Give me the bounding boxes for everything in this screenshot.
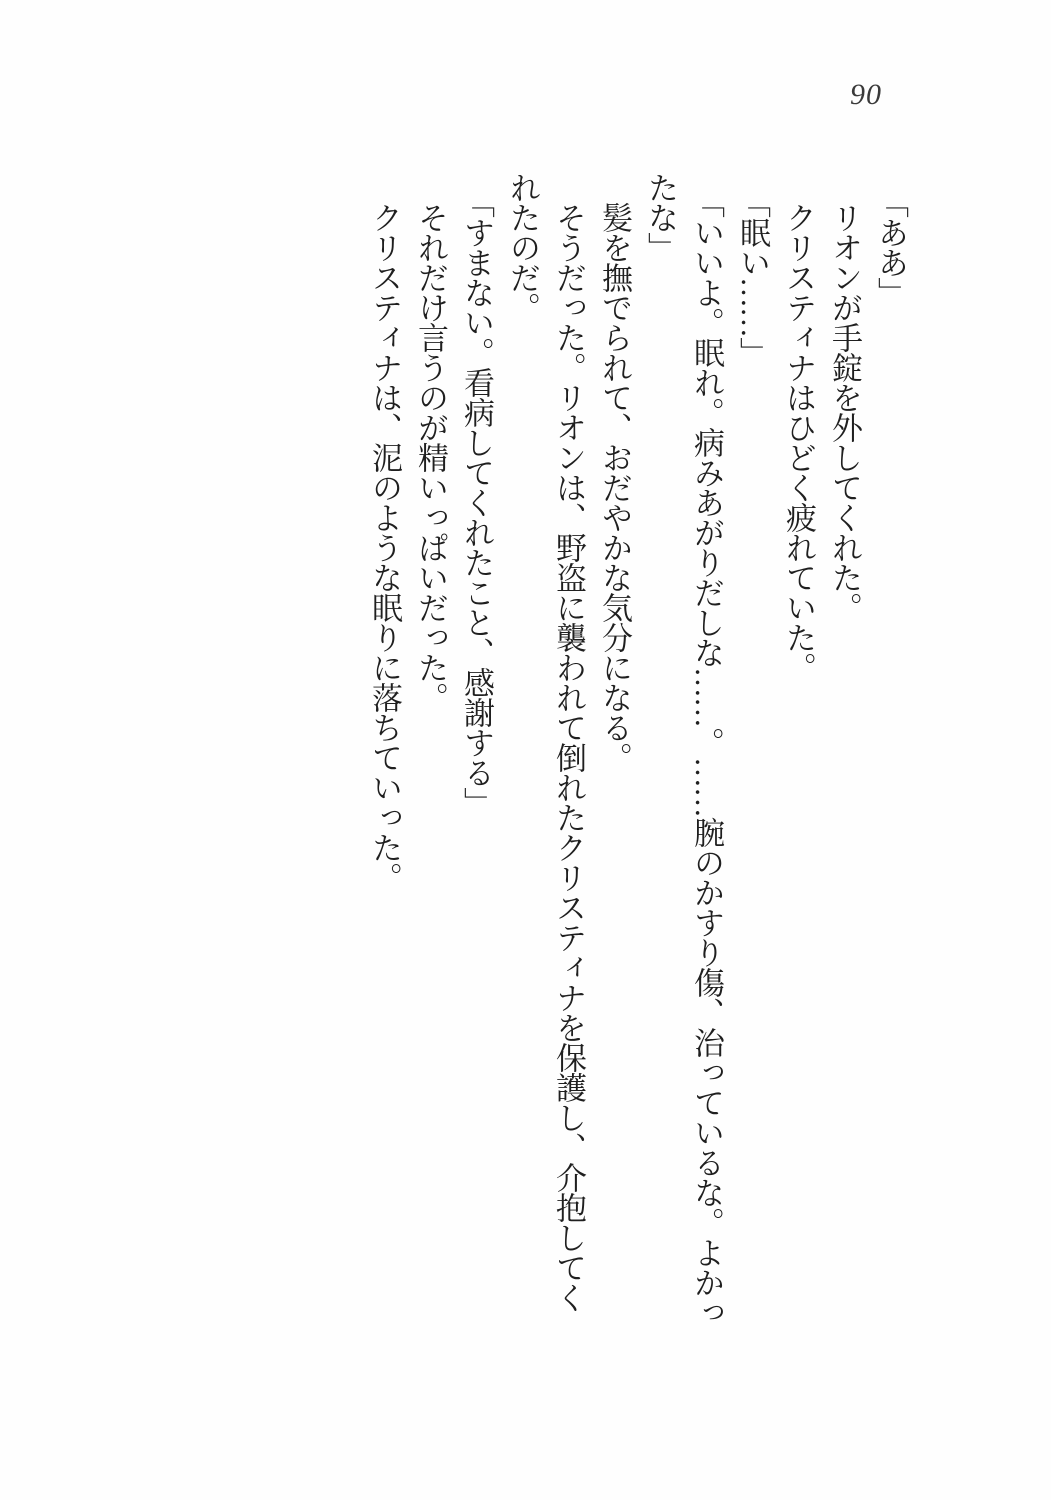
text-line: クリスティナはひどく疲れていた。 bbox=[781, 202, 816, 682]
text-line: 「いいよ。眠れ。病みあがりだしな……。……腕のかすり傷、治っているな。よかっ bbox=[689, 187, 724, 1327]
text-line: クリスティナは、泥のような眠りに落ちていった。 bbox=[367, 202, 402, 892]
text-line: 「ああ」 bbox=[873, 187, 908, 307]
text-line: たな」 bbox=[643, 172, 678, 262]
text-line: 髪を撫でられて、おだやかな気分になる。 bbox=[597, 202, 632, 772]
text-line: リオンが手錠を外してくれた。 bbox=[827, 202, 862, 622]
text-line: 「眠い……」 bbox=[735, 187, 770, 367]
text-line: それだけ言うのが精いっぱいだった。 bbox=[413, 202, 448, 712]
page-number: 90 bbox=[850, 78, 882, 111]
text-line: れたのだ。 bbox=[505, 172, 540, 322]
text-line: そうだった。リオンは、野盗に襲われて倒れたクリスティナを保護し、介抱してく bbox=[551, 202, 586, 1312]
vertical-text-block bbox=[361, 172, 913, 1362]
text-line: 「すまない。看病してくれたこと、感謝する」 bbox=[459, 187, 494, 817]
